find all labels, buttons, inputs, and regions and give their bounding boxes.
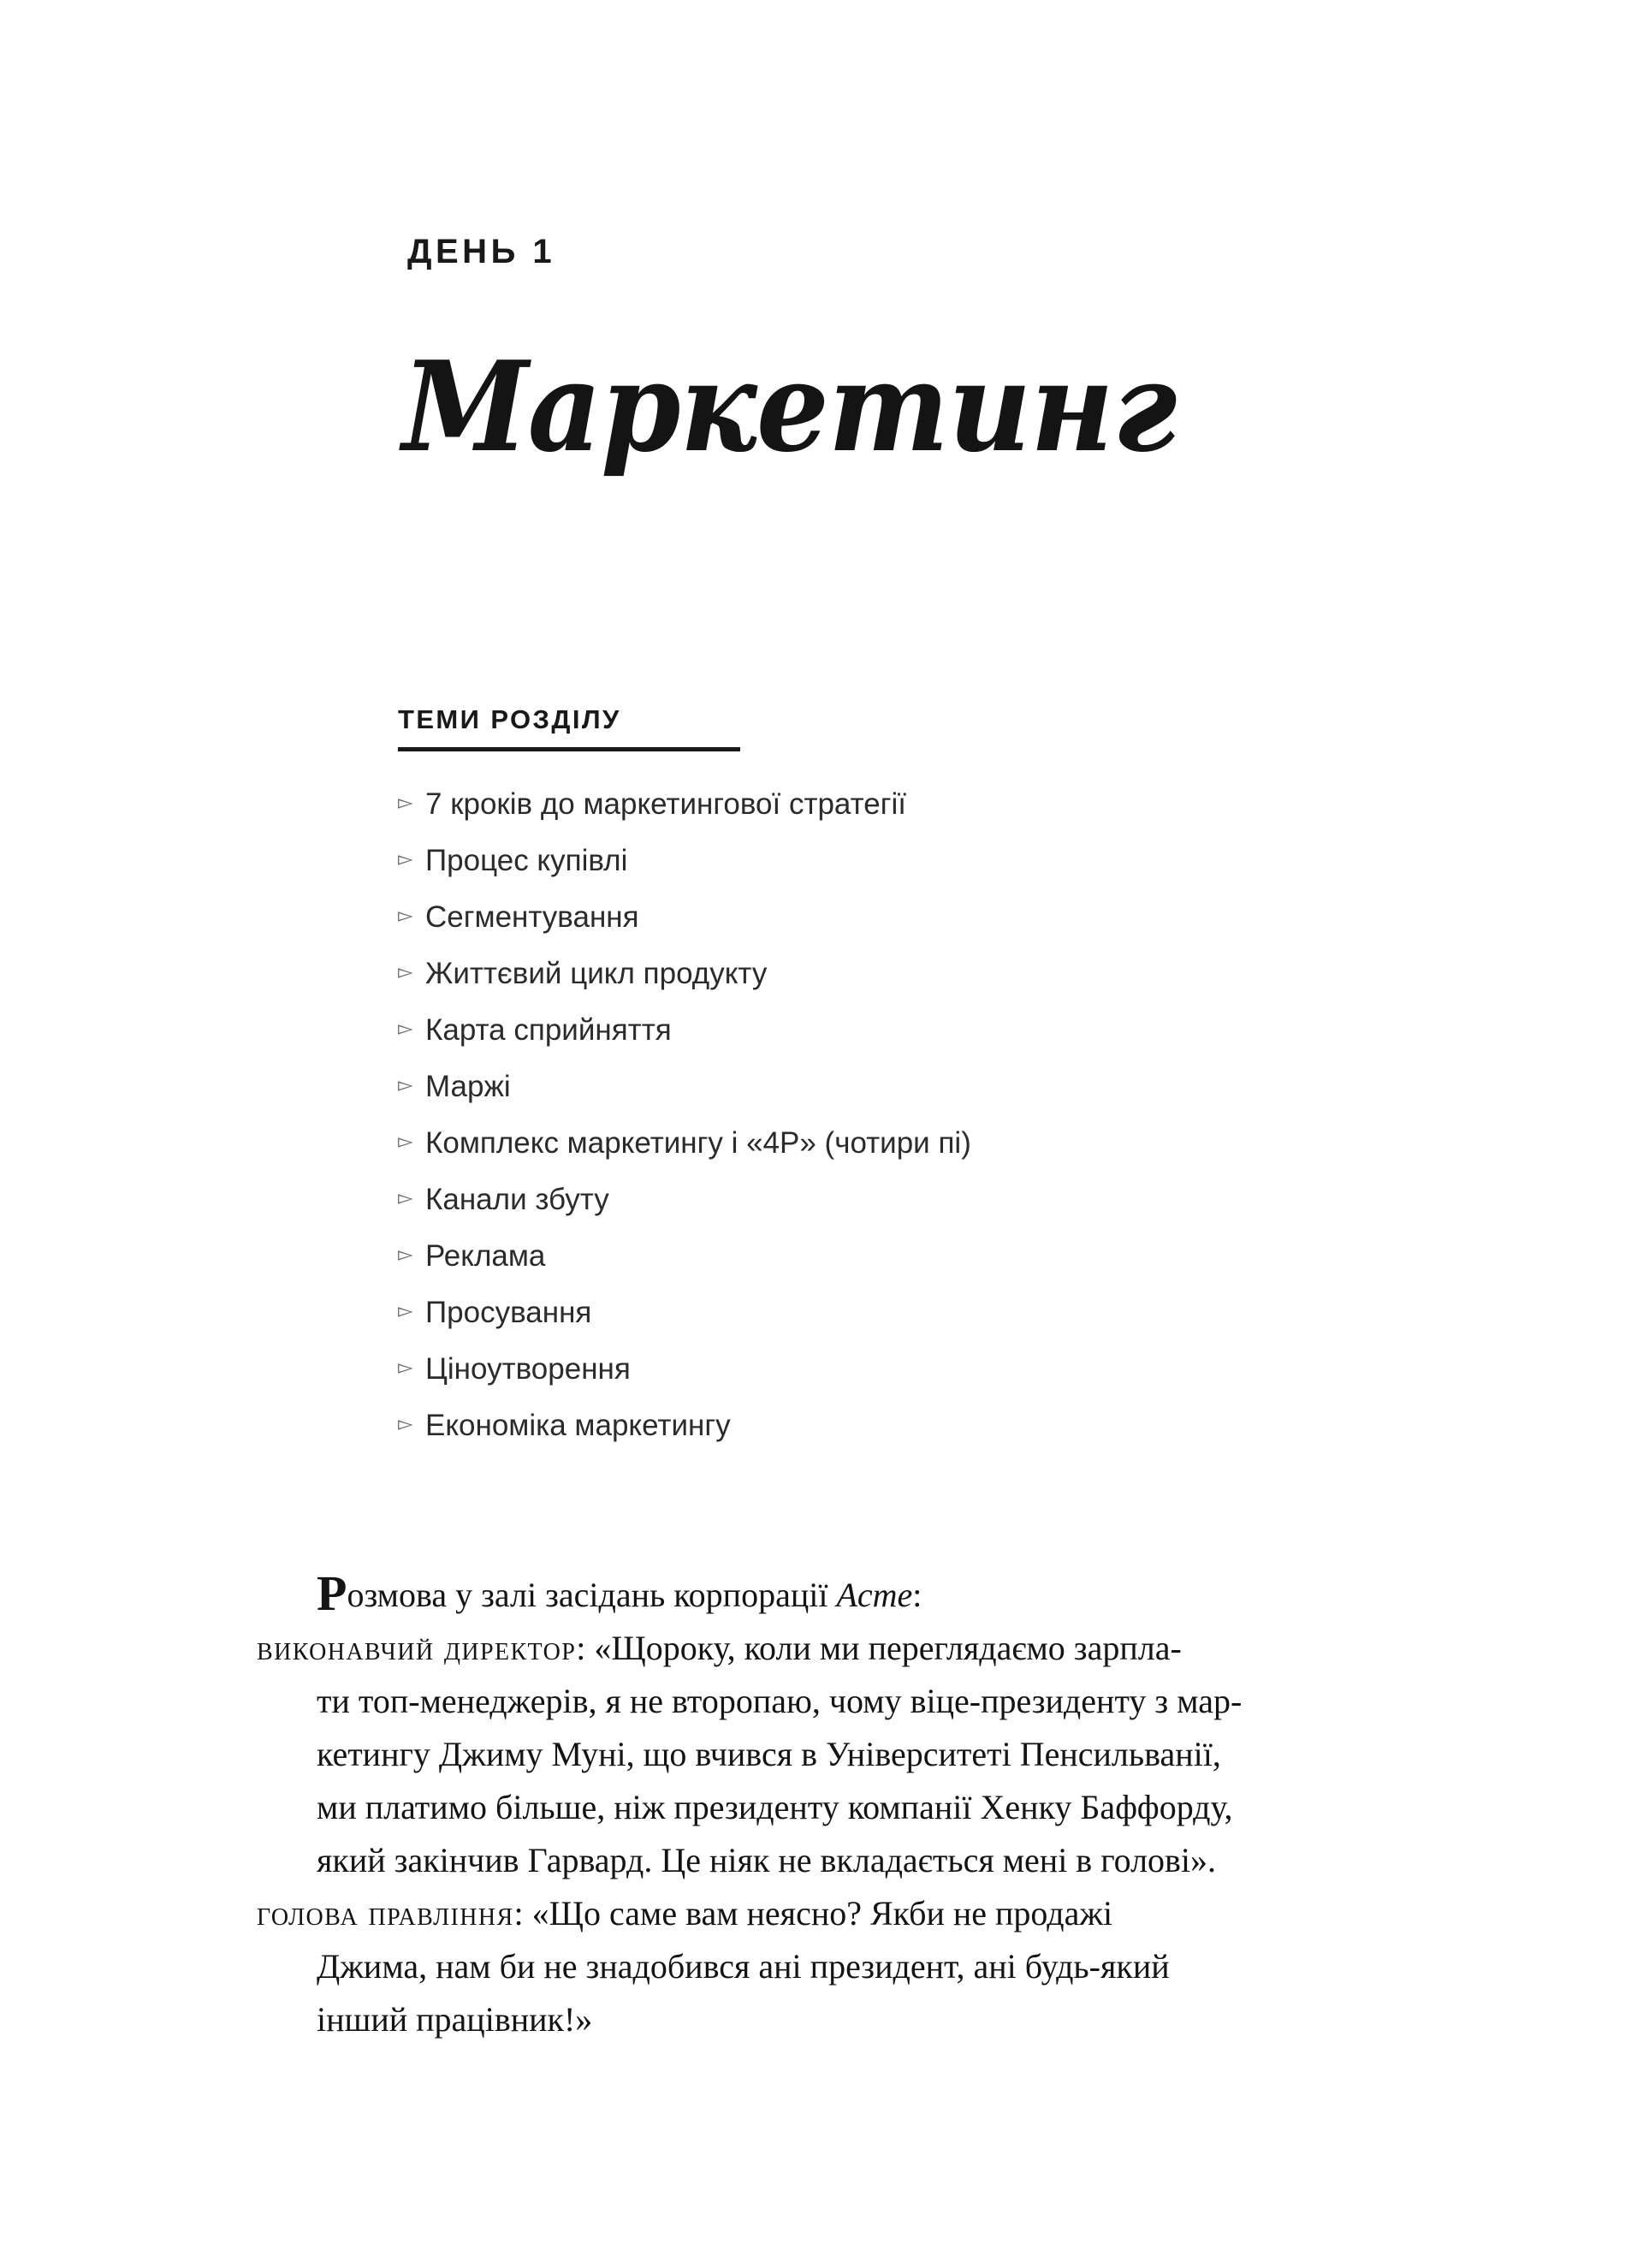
topic-label: Комплекс маркетингу і «4P» (чотири пі) xyxy=(425,1126,971,1160)
list-item xyxy=(398,1297,1254,1327)
triangle-right-icon: ▻ xyxy=(398,960,413,983)
speech-text: «Щороку, коли ми переглядаємо зарпла- xyxy=(594,1629,1182,1667)
triangle-right-icon: ▻ xyxy=(398,1243,413,1265)
list-item xyxy=(398,1410,1254,1440)
list-item xyxy=(398,902,1254,932)
body-prose xyxy=(257,1565,1395,2046)
topics-section xyxy=(398,706,1254,1467)
list-item xyxy=(398,959,1254,989)
topics-heading: ТЕМИ РОЗДІЛУ xyxy=(398,704,621,734)
topics-list xyxy=(398,789,1254,1440)
speech-line xyxy=(257,1887,1395,1940)
topics-divider xyxy=(398,747,740,751)
triangle-right-icon: ▻ xyxy=(398,1130,413,1152)
topic-label: Процес купівлі xyxy=(425,844,628,877)
speech-ceo xyxy=(257,1622,1395,1887)
intro-colon: : xyxy=(912,1576,922,1614)
speech-line: кетингу Джиму Муні, що вчився в Університеті Пенсильванії, xyxy=(317,1735,1221,1773)
topic-label: Життєвий цикл продукту xyxy=(425,957,768,990)
speech-chairman xyxy=(257,1887,1395,2046)
topic-label: Маржі xyxy=(425,1070,511,1103)
company-name: Acme xyxy=(836,1576,913,1614)
topic-label: Реклама xyxy=(425,1239,546,1273)
topic-label: Карта сприйняття xyxy=(425,1013,672,1047)
speech-line xyxy=(257,1622,1395,1675)
triangle-right-icon: ▻ xyxy=(398,1017,413,1039)
speaker-separator: : xyxy=(576,1629,595,1667)
list-item xyxy=(398,1015,1254,1045)
triangle-right-icon: ▻ xyxy=(398,1073,413,1095)
topic-label: Канали збуту xyxy=(425,1183,609,1216)
topic-label: Просування xyxy=(425,1296,592,1329)
topic-label: Ціноутворення xyxy=(425,1352,631,1386)
triangle-right-icon: ▻ xyxy=(398,904,413,926)
list-item xyxy=(398,789,1254,819)
list-item xyxy=(398,1354,1254,1384)
topic-label: 7 кроків до маркетингової стратегії xyxy=(425,787,906,821)
speech-line: інший працівник!» xyxy=(317,2000,593,2039)
day-label: ДЕНЬ 1 xyxy=(407,233,556,270)
intro-text: озмова у залі засідань корпорації xyxy=(347,1576,837,1614)
speaker-label-ceo: виконавчий директор xyxy=(257,1629,577,1667)
speech-text: «Що саме вам неясно? Якби не продажі xyxy=(531,1894,1113,1933)
list-item xyxy=(398,1241,1254,1271)
speech-line: Джима, нам би не знадобився ані президент, ані будь-який xyxy=(317,1947,1170,1986)
triangle-right-icon: ▻ xyxy=(398,1356,413,1378)
intro-paragraph xyxy=(257,1565,1395,1622)
list-item xyxy=(398,1184,1254,1214)
list-item xyxy=(398,846,1254,876)
triangle-right-icon: ▻ xyxy=(398,791,413,813)
speech-line: ти топ-менеджерів, я не второпаю, чому віце-президенту з мар- xyxy=(317,1682,1243,1720)
triangle-right-icon: ▻ xyxy=(398,1299,413,1321)
speaker-separator: : xyxy=(513,1894,532,1933)
page-title: Маркетинг xyxy=(402,335,1177,480)
intro-line xyxy=(257,1565,1395,1622)
triangle-right-icon: ▻ xyxy=(398,1186,413,1208)
speaker-label-chairman: голова правління xyxy=(257,1894,514,1933)
topic-label: Сегментування xyxy=(425,900,639,934)
speech-line: ми платимо більше, ніж президенту компанії Хенку Баффорду, xyxy=(317,1788,1233,1826)
triangle-right-icon: ▻ xyxy=(398,847,413,870)
list-item xyxy=(398,1128,1254,1158)
list-item xyxy=(398,1072,1254,1101)
topic-label: Економіка маркетингу xyxy=(425,1409,731,1442)
triangle-right-icon: ▻ xyxy=(398,1412,413,1434)
drop-cap: Р xyxy=(317,1565,347,1621)
speech-line: який закінчив Гарвард. Це ніяк не вкладається мені в голові». xyxy=(317,1841,1217,1879)
